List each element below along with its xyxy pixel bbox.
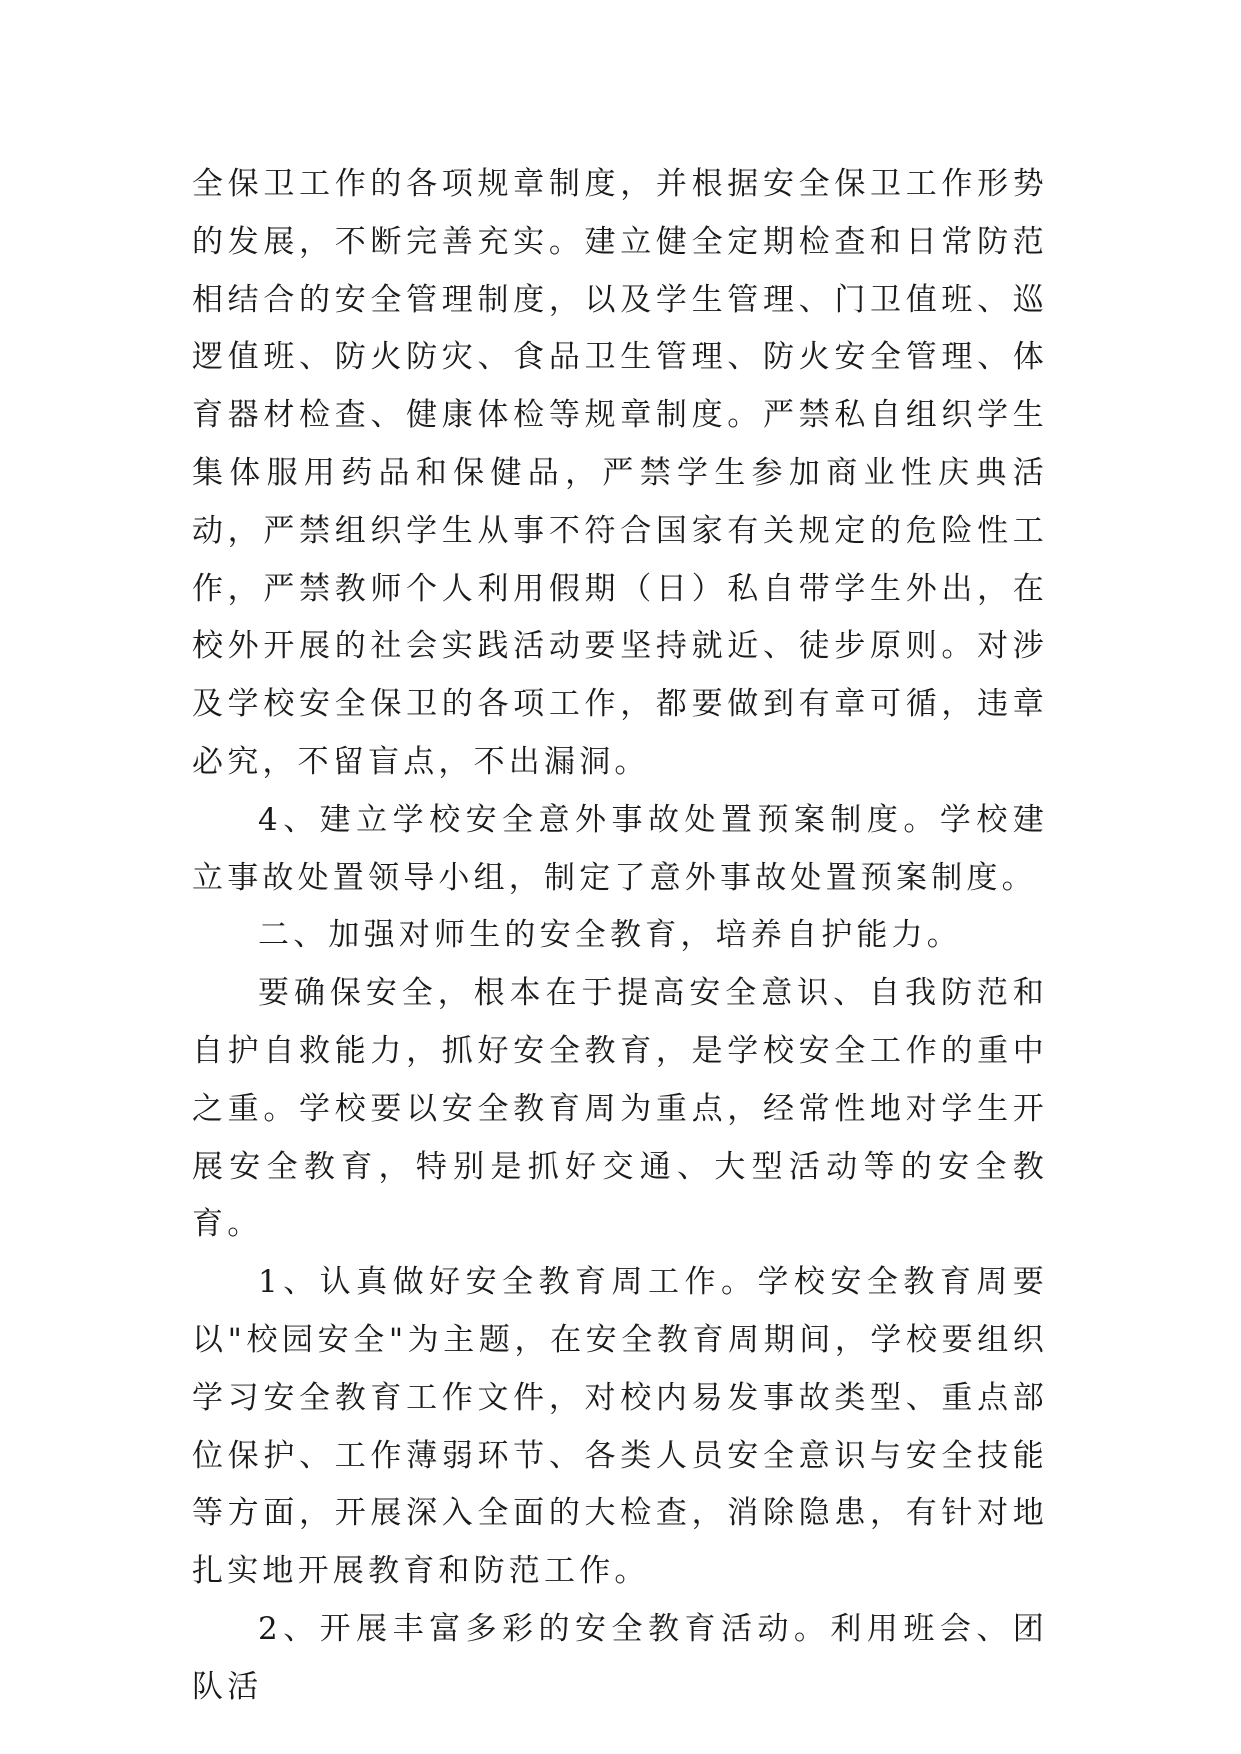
paragraph-education-activities: 2、开展丰富多彩的安全教育活动。利用班会、团队活	[192, 1610, 1048, 1705]
paragraph-safety-rules: 全保卫工作的各项规章制度，并根据安全保卫工作形势的发展，不断完善充实。建立健全定期检查和日常防范相结合的安全管理制度，以及学生管理、门卫值班、巡逻值班、防火防灾、食品卫生管理、防火安全管理、体育器材检查、健康体检等规章制度。严禁私自组织学生集体服用药品和保健品，严禁学生参加商业性庆典活动，严禁组织学生从事不符合国家有关规定的危险性工作，严禁教师个人利用假期（日）私自带学生外出，在校外开展的社会实践活动要坚持就近、徒步原则。对涉及学校安全保卫的各项工作，都要做到有章可循，违章必究，不留盲点，不出漏洞。	[192, 166, 1048, 780]
section-heading-safety-education: 二、加强对师生的安全教育，培养自护能力。	[258, 917, 962, 954]
document-page	[192, 156, 1048, 1717]
paragraph-education-week: 1、认真做好安全教育周工作。学校安全教育周要以"校园安全"为主题，在安全教育周期间，学校要组织学习安全教育工作文件，对校内易发事故类型、重点部位保护、工作薄弱环节、各类人员安全意识与安全技能等方面，开展深入全面的大检查，消除隐患，有针对地扎实地开展教育和防范工作。	[192, 1264, 1048, 1590]
paragraph-accident-plan: 4、建立学校安全意外事故处置预案制度。学校建立事故处置领导小组，制定了意外事故处置预案制度。	[192, 801, 1048, 896]
paragraph-safety-education: 要确保安全，根本在于提高安全意识、自我防范和自护自救能力，抓好安全教育，是学校安全工作的重中之重。学校要以安全教育周为重点，经常性地对学生开展安全教育，特别是抓好交通、大型活动等的安全教育。	[192, 975, 1048, 1243]
